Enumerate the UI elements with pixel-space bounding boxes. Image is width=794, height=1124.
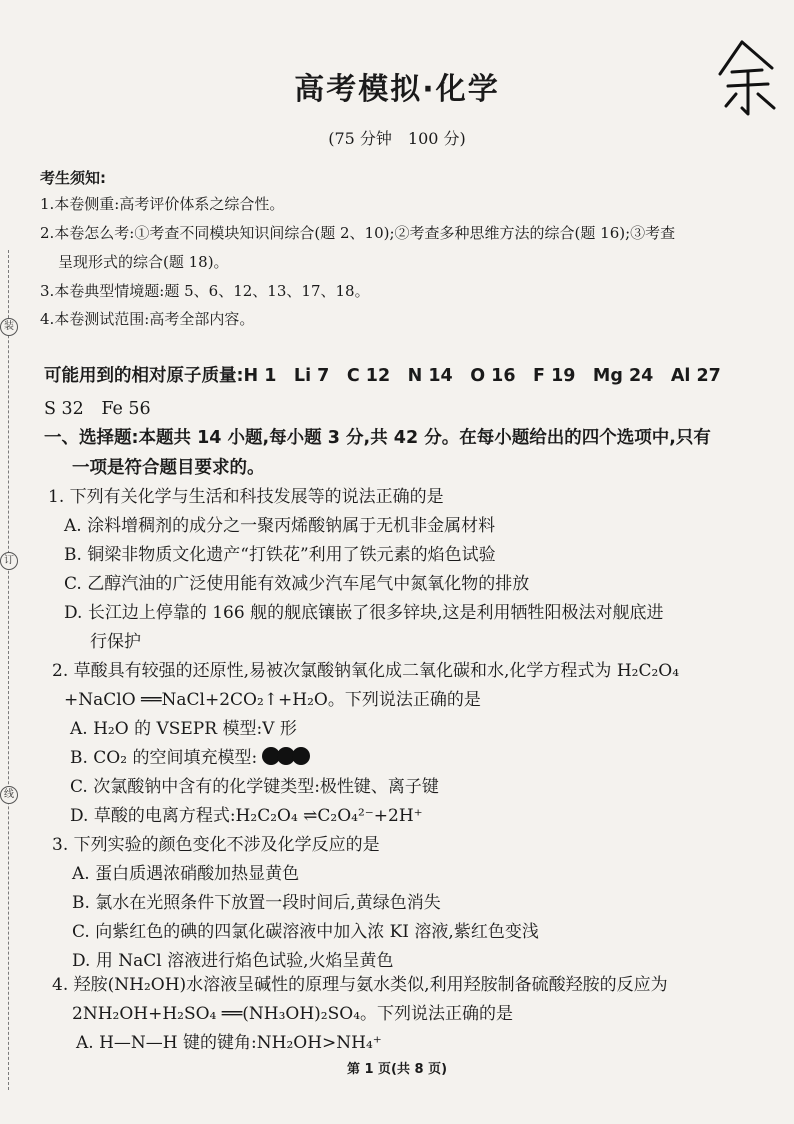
notice-heading: 考生须知: [40,169,106,187]
atomic-masses-line-2: S 32 Fe 56 [44,399,151,419]
question-4-stem-cont: 2NH₂OH+H₂SO₄ ══(NH₃OH)₂SO₄。下列说法正确的是 [72,1004,514,1024]
question-1-option-c: C. 乙醇汽油的广泛使用能有效减少汽车尾气中氮氧化物的排放 [64,574,530,594]
margin-mark-xian: 线 [0,786,18,804]
section-1-instructions-cont: 一项是符合题目要求的。 [72,458,265,478]
margin-mark-zhuang: 装 [0,318,18,336]
atomic-masses-line-1: 可能用到的相对原子质量:H 1 Li 7 C 12 N 14 O 16 F 19 Mg 24 Al 27 [44,366,721,386]
question-1-option-d: D. 长江边上停靠的 166 舰的舰底镶嵌了很多锌块,这是利用牺牲阳极法对舰底进 [64,603,664,623]
question-3-option-a: A. 蛋白质遇浓硝酸加热显黄色 [72,864,300,884]
margin-mark-ding: 订 [0,552,18,570]
exam-duration-score: (75 分钟 100 分) [328,129,466,148]
section-1-instructions: 一、选择题:本题共 14 小题,每小题 3 分,共 42 分。在每小题给出的四个选项中,只有 [44,428,711,448]
question-2-option-b-text: B. CO₂ 的空间填充模型: [70,748,258,768]
notice-item-3: 3.本卷典型情境题:题 5、6、12、13、17、18。 [40,282,370,300]
question-3-option-c: C. 向紫红色的碘的四氯化碳溶液中加入浓 KI 溶液,紫红色变浅 [72,922,539,942]
notice-item-2: 2.本卷怎么考:①考查不同模块知识间综合(题 2、10);②考查多种思维方法的综合(题 16);③考查 [40,224,676,242]
question-2-option-d: D. 草酸的电离方程式:H₂C₂O₄ ⇌C₂O₄²⁻+2H⁺ [70,806,423,826]
page-number-footer: 第 1 页(共 8 页) [346,1062,448,1077]
question-1-option-a: A. 涂料增稠剂的成分之一聚丙烯酸钠属于无机非金属材料 [64,516,496,536]
question-2-stem-cont: +NaClO ══NaCl+2CO₂↑+H₂O。下列说法正确的是 [64,690,481,710]
question-1-option-b: B. 铜梁非物质文化遗产“打铁花”利用了铁元素的焰色试验 [64,545,496,565]
question-2-option-a: A. H₂O 的 VSEPR 模型:V 形 [70,719,297,739]
notice-item-1: 1.本卷侧重:高考评价体系之综合性。 [40,195,285,213]
question-2-option-c: C. 次氯酸钠中含有的化学键类型:极性键、离子键 [70,777,439,797]
co2-space-filling-model-icon [265,747,310,770]
question-4-stem: 4. 羟胺(NH₂OH)水溶液呈碱性的原理与氨水类似,利用羟胺制备硫酸羟胺的反应为 [52,975,668,995]
binding-margin-line [8,250,9,1090]
notice-item-2-cont: 呈现形式的综合(题 18)。 [58,253,229,271]
question-2-stem: 2. 草酸具有较强的还原性,易被次氯酸钠氧化成二氧化碳和水,化学方程式为 H₂C₂O₄ [52,661,680,681]
notice-item-4: 4.本卷测试范围:高考全部内容。 [40,310,255,328]
question-1-option-d-cont: 行保护 [90,632,141,652]
question-3-option-d: D. 用 NaCl 溶液进行焰色试验,火焰呈黄色 [72,951,394,971]
question-1-stem: 1. 下列有关化学与生活和科技发展等的说法正确的是 [48,487,444,507]
question-2-option-b [70,743,310,770]
question-4-option-a: A. H—N—H 键的键角:NH₂OH>NH₄⁺ [76,1033,382,1053]
exam-title: 高考模拟·化学 [294,72,500,107]
question-3-option-b: B. 氯水在光照条件下放置一段时间后,黄绿色消失 [72,893,441,913]
question-3-stem: 3. 下列实验的颜色变化不涉及化学反应的是 [52,835,380,855]
